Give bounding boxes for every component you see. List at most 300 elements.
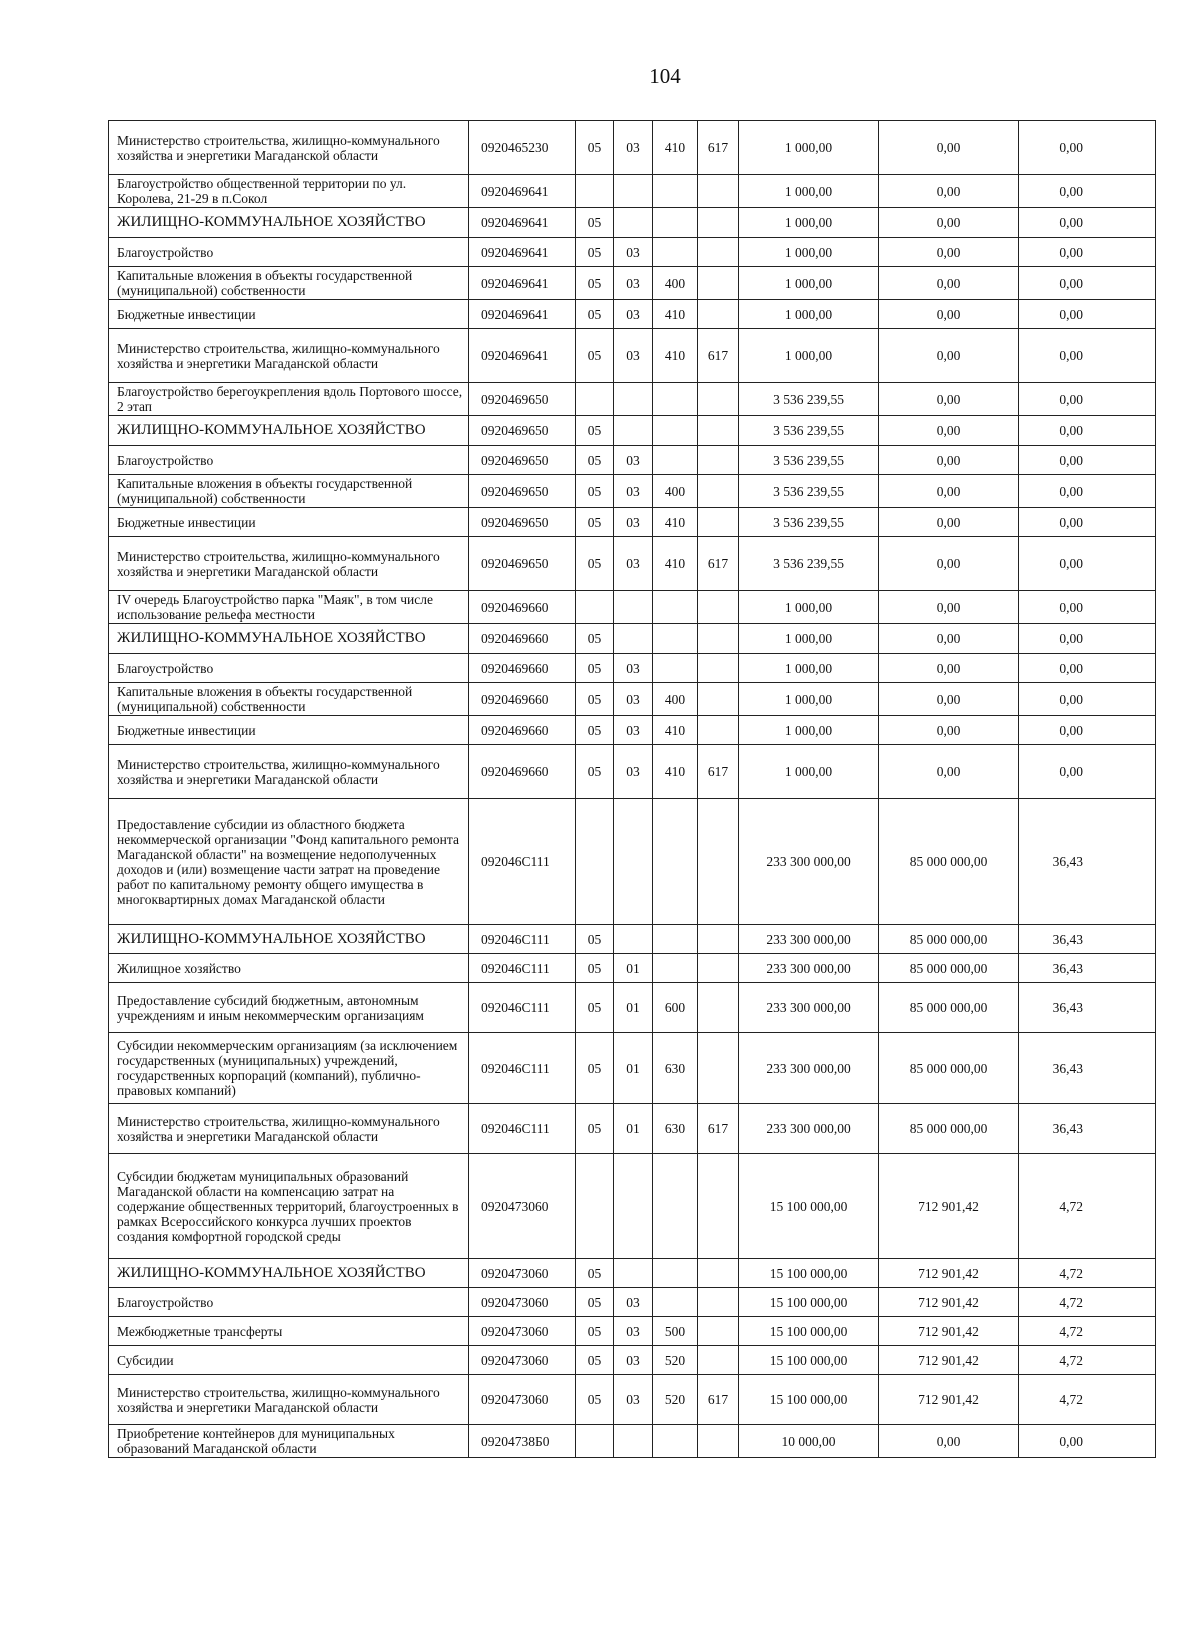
budget-table: [108, 120, 1156, 1458]
row-percent: 0,00: [1019, 745, 1156, 799]
row-fact-amount: 0,00: [879, 537, 1019, 591]
row-fact-amount: 0,00: [879, 683, 1019, 716]
row-percent: 0,00: [1019, 508, 1156, 537]
row-subsection: 03: [614, 683, 653, 716]
row-plan-amount: 3 536 239,55: [739, 537, 879, 591]
row-name: Министерство строительства, жилищно-коммунального хозяйства и энергетики Магаданской области: [109, 329, 469, 383]
row-percent: 0,00: [1019, 238, 1156, 267]
table-row: [109, 508, 1156, 537]
row-name: Субсидии: [109, 1346, 469, 1375]
row-section: 05: [576, 508, 614, 537]
row-name: Предоставление субсидии из областного бюджета некоммерческой организации "Фонд капитального ремонта Магаданской области" на возмещение недополученных доходов и (или) возмещение части затрат на проведение работ по капитальному ремонту общего имущества в многоквартирных домах Магаданской области: [109, 799, 469, 925]
row-percent: 0,00: [1019, 446, 1156, 475]
row-section: 05: [576, 1033, 614, 1104]
row-expense-type: 410: [653, 716, 698, 745]
row-section: 05: [576, 537, 614, 591]
table-row: [109, 1425, 1156, 1458]
table-row: [109, 1259, 1156, 1288]
row-fact-amount: 85 000 000,00: [879, 1104, 1019, 1154]
table-row: [109, 1033, 1156, 1104]
row-fact-amount: 0,00: [879, 508, 1019, 537]
row-name: Бюджетные инвестиции: [109, 716, 469, 745]
row-expense-type: 520: [653, 1346, 698, 1375]
row-code: 0920469650: [469, 475, 576, 508]
row-section: 05: [576, 1317, 614, 1346]
row-name: Капитальные вложения в объекты государственной (муниципальной) собственности: [109, 267, 469, 300]
row-fact-amount: 712 901,42: [879, 1346, 1019, 1375]
row-subsection: [614, 416, 653, 446]
row-code: 0920465230: [469, 121, 576, 175]
row-code: 0920469641: [469, 267, 576, 300]
row-subsection: 01: [614, 1033, 653, 1104]
row-percent: 0,00: [1019, 383, 1156, 416]
row-section: 05: [576, 1104, 614, 1154]
row-section: 05: [576, 745, 614, 799]
row-fact-amount: 0,00: [879, 383, 1019, 416]
row-ministry-code: [698, 238, 739, 267]
row-code: 0920469660: [469, 654, 576, 683]
row-name: ЖИЛИЩНО-КОММУНАЛЬНОЕ ХОЗЯЙСТВО: [109, 925, 469, 954]
row-code: 092046С111: [469, 799, 576, 925]
row-ministry-code: [698, 175, 739, 208]
row-ministry-code: [698, 508, 739, 537]
row-name: IV очередь Благоустройство парка "Маяк", в том числе использование рельефа местности: [109, 591, 469, 624]
row-percent: 4,72: [1019, 1154, 1156, 1259]
row-expense-type: [653, 624, 698, 654]
row-code: 092046С111: [469, 954, 576, 983]
table-row: [109, 1375, 1156, 1425]
row-plan-amount: 1 000,00: [739, 121, 879, 175]
row-name: ЖИЛИЩНО-КОММУНАЛЬНОЕ ХОЗЯЙСТВО: [109, 1259, 469, 1288]
row-percent: 4,72: [1019, 1259, 1156, 1288]
row-fact-amount: 0,00: [879, 238, 1019, 267]
row-plan-amount: 233 300 000,00: [739, 983, 879, 1033]
row-section: 05: [576, 300, 614, 329]
row-fact-amount: 85 000 000,00: [879, 1033, 1019, 1104]
row-name: Приобретение контейнеров для муниципальных образований Магаданской области: [109, 1425, 469, 1458]
row-section: 05: [576, 925, 614, 954]
row-name: Бюджетные инвестиции: [109, 300, 469, 329]
row-percent: 36,43: [1019, 983, 1156, 1033]
table-row: [109, 954, 1156, 983]
row-section: [576, 1154, 614, 1259]
row-code: 0920469660: [469, 624, 576, 654]
row-plan-amount: 233 300 000,00: [739, 925, 879, 954]
row-percent: 0,00: [1019, 1425, 1156, 1458]
page-number: 104: [649, 64, 681, 88]
row-name: Капитальные вложения в объекты государственной (муниципальной) собственности: [109, 683, 469, 716]
row-section: 05: [576, 624, 614, 654]
row-plan-amount: 15 100 000,00: [739, 1154, 879, 1259]
row-subsection: 03: [614, 1288, 653, 1317]
row-subsection: 01: [614, 1104, 653, 1154]
row-percent: 0,00: [1019, 591, 1156, 624]
table-row: [109, 683, 1156, 716]
table-row: [109, 446, 1156, 475]
row-subsection: 03: [614, 1317, 653, 1346]
row-ministry-code: [698, 983, 739, 1033]
row-percent: 0,00: [1019, 175, 1156, 208]
row-expense-type: [653, 799, 698, 925]
row-ministry-code: [698, 683, 739, 716]
row-name: Бюджетные инвестиции: [109, 508, 469, 537]
row-name: Субсидии бюджетам муниципальных образований Магаданской области на компенсацию затрат на содержание общественных территорий, благоустроенных в рамках Всероссийского конкурса лучших проектов создания комфортной городской среды: [109, 1154, 469, 1259]
row-name: Министерство строительства, жилищно-коммунального хозяйства и энергетики Магаданской области: [109, 1375, 469, 1425]
table-row: [109, 267, 1156, 300]
row-expense-type: 630: [653, 1104, 698, 1154]
row-subsection: [614, 925, 653, 954]
row-section: 05: [576, 1288, 614, 1317]
row-name: Министерство строительства, жилищно-коммунального хозяйства и энергетики Магаданской области: [109, 1104, 469, 1154]
row-expense-type: [653, 238, 698, 267]
row-plan-amount: 3 536 239,55: [739, 383, 879, 416]
row-expense-type: [653, 1154, 698, 1259]
row-plan-amount: 1 000,00: [739, 591, 879, 624]
row-subsection: 03: [614, 267, 653, 300]
row-expense-type: [653, 175, 698, 208]
row-plan-amount: 15 100 000,00: [739, 1346, 879, 1375]
table-row: [109, 745, 1156, 799]
row-section: [576, 1425, 614, 1458]
row-fact-amount: 85 000 000,00: [879, 983, 1019, 1033]
row-expense-type: 600: [653, 983, 698, 1033]
table-row: [109, 591, 1156, 624]
row-percent: 4,72: [1019, 1288, 1156, 1317]
row-fact-amount: 712 901,42: [879, 1317, 1019, 1346]
row-section: 05: [576, 716, 614, 745]
table-row: [109, 238, 1156, 267]
row-percent: 0,00: [1019, 267, 1156, 300]
row-section: [576, 383, 614, 416]
row-fact-amount: 85 000 000,00: [879, 925, 1019, 954]
row-name: Капитальные вложения в объекты государственной (муниципальной) собственности: [109, 475, 469, 508]
table-row: [109, 624, 1156, 654]
row-plan-amount: 1 000,00: [739, 624, 879, 654]
row-ministry-code: [698, 1346, 739, 1375]
row-code: 0920469641: [469, 329, 576, 383]
row-fact-amount: 0,00: [879, 446, 1019, 475]
row-section: 05: [576, 208, 614, 238]
row-fact-amount: 0,00: [879, 716, 1019, 745]
row-plan-amount: 1 000,00: [739, 329, 879, 383]
row-name: Субсидии некоммерческим организациям (за исключением государственных (муниципальных) учреждений, государственных корпораций (компаний), публично-правовых компаний): [109, 1033, 469, 1104]
row-percent: 36,43: [1019, 925, 1156, 954]
table-row: [109, 1288, 1156, 1317]
row-expense-type: [653, 208, 698, 238]
row-code: 0920469660: [469, 716, 576, 745]
table-row: [109, 329, 1156, 383]
row-subsection: [614, 208, 653, 238]
table-row: [109, 175, 1156, 208]
table-row: [109, 208, 1156, 238]
row-ministry-code: [698, 208, 739, 238]
row-ministry-code: [698, 1317, 739, 1346]
row-plan-amount: 233 300 000,00: [739, 954, 879, 983]
row-code: 09204738Б0: [469, 1425, 576, 1458]
row-code: 0920469641: [469, 238, 576, 267]
row-ministry-code: [698, 1033, 739, 1104]
row-fact-amount: 712 901,42: [879, 1259, 1019, 1288]
row-expense-type: 520: [653, 1375, 698, 1425]
row-expense-type: [653, 1425, 698, 1458]
row-subsection: [614, 799, 653, 925]
table-row: [109, 925, 1156, 954]
row-fact-amount: 0,00: [879, 175, 1019, 208]
row-fact-amount: 0,00: [879, 475, 1019, 508]
row-fact-amount: 0,00: [879, 1425, 1019, 1458]
row-name: Министерство строительства, жилищно-коммунального хозяйства и энергетики Магаданской области: [109, 121, 469, 175]
row-ministry-code: [698, 654, 739, 683]
row-plan-amount: 1 000,00: [739, 683, 879, 716]
row-section: [576, 799, 614, 925]
row-percent: 0,00: [1019, 683, 1156, 716]
table-row: [109, 383, 1156, 416]
row-percent: 0,00: [1019, 537, 1156, 591]
row-percent: 0,00: [1019, 716, 1156, 745]
row-percent: 36,43: [1019, 1104, 1156, 1154]
row-code: 0920473060: [469, 1154, 576, 1259]
row-section: [576, 175, 614, 208]
row-ministry-code: [698, 1425, 739, 1458]
row-ministry-code: 617: [698, 537, 739, 591]
row-ministry-code: 617: [698, 745, 739, 799]
row-fact-amount: 85 000 000,00: [879, 954, 1019, 983]
row-ministry-code: 617: [698, 329, 739, 383]
row-code: 0920469641: [469, 208, 576, 238]
row-plan-amount: 1 000,00: [739, 238, 879, 267]
row-section: 05: [576, 329, 614, 383]
row-expense-type: 410: [653, 300, 698, 329]
row-ministry-code: [698, 716, 739, 745]
row-expense-type: [653, 446, 698, 475]
row-subsection: 03: [614, 508, 653, 537]
row-code: 092046С111: [469, 1104, 576, 1154]
row-expense-type: 410: [653, 508, 698, 537]
row-ministry-code: [698, 624, 739, 654]
table-row: [109, 416, 1156, 446]
table-row: [109, 1317, 1156, 1346]
row-expense-type: 410: [653, 745, 698, 799]
row-code: 0920469650: [469, 537, 576, 591]
table-body: [109, 121, 1156, 1458]
row-code: 0920473060: [469, 1346, 576, 1375]
row-ministry-code: [698, 1288, 739, 1317]
row-expense-type: [653, 954, 698, 983]
row-fact-amount: 0,00: [879, 300, 1019, 329]
row-ministry-code: [698, 475, 739, 508]
row-name: Благоустройство: [109, 1288, 469, 1317]
row-plan-amount: 233 300 000,00: [739, 1104, 879, 1154]
row-ministry-code: [698, 416, 739, 446]
row-name: Министерство строительства, жилищно-коммунального хозяйства и энергетики Магаданской области: [109, 537, 469, 591]
table-row: [109, 300, 1156, 329]
row-fact-amount: 712 901,42: [879, 1375, 1019, 1425]
row-section: 05: [576, 683, 614, 716]
row-subsection: [614, 1154, 653, 1259]
row-expense-type: [653, 383, 698, 416]
row-percent: 4,72: [1019, 1317, 1156, 1346]
row-plan-amount: 15 100 000,00: [739, 1288, 879, 1317]
row-subsection: 03: [614, 1346, 653, 1375]
row-expense-type: 400: [653, 683, 698, 716]
row-subsection: [614, 383, 653, 416]
row-plan-amount: 10 000,00: [739, 1425, 879, 1458]
table-row: [109, 654, 1156, 683]
row-fact-amount: 0,00: [879, 624, 1019, 654]
row-percent: 36,43: [1019, 954, 1156, 983]
row-subsection: 03: [614, 537, 653, 591]
row-code: 092046С111: [469, 983, 576, 1033]
row-ministry-code: [698, 1154, 739, 1259]
row-plan-amount: 3 536 239,55: [739, 508, 879, 537]
table-row: [109, 983, 1156, 1033]
row-section: 05: [576, 1346, 614, 1375]
row-expense-type: [653, 416, 698, 446]
row-subsection: 03: [614, 475, 653, 508]
row-name: Предоставление субсидий бюджетным, автономным учреждениям и иным некоммерческим организациям: [109, 983, 469, 1033]
row-section: 05: [576, 475, 614, 508]
row-name: Межбюджетные трансферты: [109, 1317, 469, 1346]
row-fact-amount: 85 000 000,00: [879, 799, 1019, 925]
row-expense-type: 500: [653, 1317, 698, 1346]
row-name: ЖИЛИЩНО-КОММУНАЛЬНОЕ ХОЗЯЙСТВО: [109, 624, 469, 654]
row-ministry-code: [698, 954, 739, 983]
row-subsection: [614, 1259, 653, 1288]
row-ministry-code: [698, 925, 739, 954]
row-plan-amount: 3 536 239,55: [739, 475, 879, 508]
row-section: 05: [576, 267, 614, 300]
row-name: Благоустройство: [109, 238, 469, 267]
row-percent: 0,00: [1019, 654, 1156, 683]
row-code: 092046С111: [469, 925, 576, 954]
row-code: 0920469641: [469, 300, 576, 329]
row-section: 05: [576, 238, 614, 267]
row-fact-amount: 0,00: [879, 208, 1019, 238]
row-section: 05: [576, 654, 614, 683]
row-fact-amount: 0,00: [879, 121, 1019, 175]
row-plan-amount: 233 300 000,00: [739, 1033, 879, 1104]
table-row: [109, 537, 1156, 591]
row-code: 0920469660: [469, 745, 576, 799]
row-expense-type: 630: [653, 1033, 698, 1104]
row-fact-amount: 0,00: [879, 745, 1019, 799]
row-ministry-code: 617: [698, 1104, 739, 1154]
row-section: 05: [576, 983, 614, 1033]
row-code: 0920473060: [469, 1259, 576, 1288]
row-percent: 0,00: [1019, 624, 1156, 654]
row-ministry-code: [698, 1259, 739, 1288]
row-plan-amount: 3 536 239,55: [739, 416, 879, 446]
row-code: 0920473060: [469, 1288, 576, 1317]
row-percent: 0,00: [1019, 329, 1156, 383]
row-percent: 36,43: [1019, 1033, 1156, 1104]
row-code: 0920469641: [469, 175, 576, 208]
row-code: 0920469660: [469, 591, 576, 624]
row-ministry-code: [698, 300, 739, 329]
row-plan-amount: 1 000,00: [739, 208, 879, 238]
row-ministry-code: [698, 799, 739, 925]
row-subsection: [614, 624, 653, 654]
row-expense-type: 410: [653, 121, 698, 175]
row-name: Министерство строительства, жилищно-коммунального хозяйства и энергетики Магаданской области: [109, 745, 469, 799]
row-expense-type: 400: [653, 475, 698, 508]
table-row: [109, 1104, 1156, 1154]
row-fact-amount: 712 901,42: [879, 1288, 1019, 1317]
row-percent: 0,00: [1019, 121, 1156, 175]
row-plan-amount: 1 000,00: [739, 745, 879, 799]
table-row: [109, 799, 1156, 925]
row-fact-amount: 0,00: [879, 591, 1019, 624]
row-code: 0920469650: [469, 508, 576, 537]
table-row: [109, 1346, 1156, 1375]
row-expense-type: [653, 1259, 698, 1288]
row-percent: 4,72: [1019, 1346, 1156, 1375]
table-row: [109, 121, 1156, 175]
row-fact-amount: 712 901,42: [879, 1154, 1019, 1259]
table-row: [109, 1154, 1156, 1259]
row-expense-type: 410: [653, 329, 698, 383]
table-row: [109, 475, 1156, 508]
row-fact-amount: 0,00: [879, 267, 1019, 300]
row-subsection: [614, 591, 653, 624]
row-name: Жилищное хозяйство: [109, 954, 469, 983]
row-name: Благоустройство общественной территории по ул. Королева, 21-29 в п.Сокол: [109, 175, 469, 208]
row-ministry-code: 617: [698, 1375, 739, 1425]
row-expense-type: 400: [653, 267, 698, 300]
row-code: 0920469650: [469, 383, 576, 416]
row-code: 0920473060: [469, 1317, 576, 1346]
row-code: 0920473060: [469, 1375, 576, 1425]
row-subsection: 03: [614, 745, 653, 799]
row-section: 05: [576, 1375, 614, 1425]
row-expense-type: [653, 654, 698, 683]
row-code: 0920469650: [469, 416, 576, 446]
row-fact-amount: 0,00: [879, 654, 1019, 683]
row-percent: 0,00: [1019, 475, 1156, 508]
row-code: 0920469660: [469, 683, 576, 716]
row-subsection: 03: [614, 716, 653, 745]
row-ministry-code: 617: [698, 121, 739, 175]
row-subsection: 03: [614, 121, 653, 175]
row-plan-amount: 1 000,00: [739, 300, 879, 329]
row-plan-amount: 15 100 000,00: [739, 1375, 879, 1425]
row-plan-amount: 15 100 000,00: [739, 1259, 879, 1288]
row-section: 05: [576, 954, 614, 983]
row-name: ЖИЛИЩНО-КОММУНАЛЬНОЕ ХОЗЯЙСТВО: [109, 208, 469, 238]
row-section: [576, 591, 614, 624]
row-plan-amount: 1 000,00: [739, 716, 879, 745]
row-subsection: 03: [614, 238, 653, 267]
row-fact-amount: 0,00: [879, 416, 1019, 446]
row-subsection: 03: [614, 446, 653, 475]
row-subsection: 03: [614, 329, 653, 383]
row-percent: 4,72: [1019, 1375, 1156, 1425]
row-name: Благоустройство: [109, 654, 469, 683]
row-expense-type: [653, 925, 698, 954]
row-subsection: 01: [614, 983, 653, 1033]
row-code: 092046С111: [469, 1033, 576, 1104]
row-ministry-code: [698, 591, 739, 624]
row-ministry-code: [698, 267, 739, 300]
row-subsection: [614, 175, 653, 208]
row-subsection: 01: [614, 954, 653, 983]
row-plan-amount: 1 000,00: [739, 654, 879, 683]
row-section: 05: [576, 1259, 614, 1288]
row-name: Благоустройство берегоукрепления вдоль Портового шоссе, 2 этап: [109, 383, 469, 416]
row-percent: 36,43: [1019, 799, 1156, 925]
row-expense-type: 410: [653, 537, 698, 591]
row-section: 05: [576, 416, 614, 446]
